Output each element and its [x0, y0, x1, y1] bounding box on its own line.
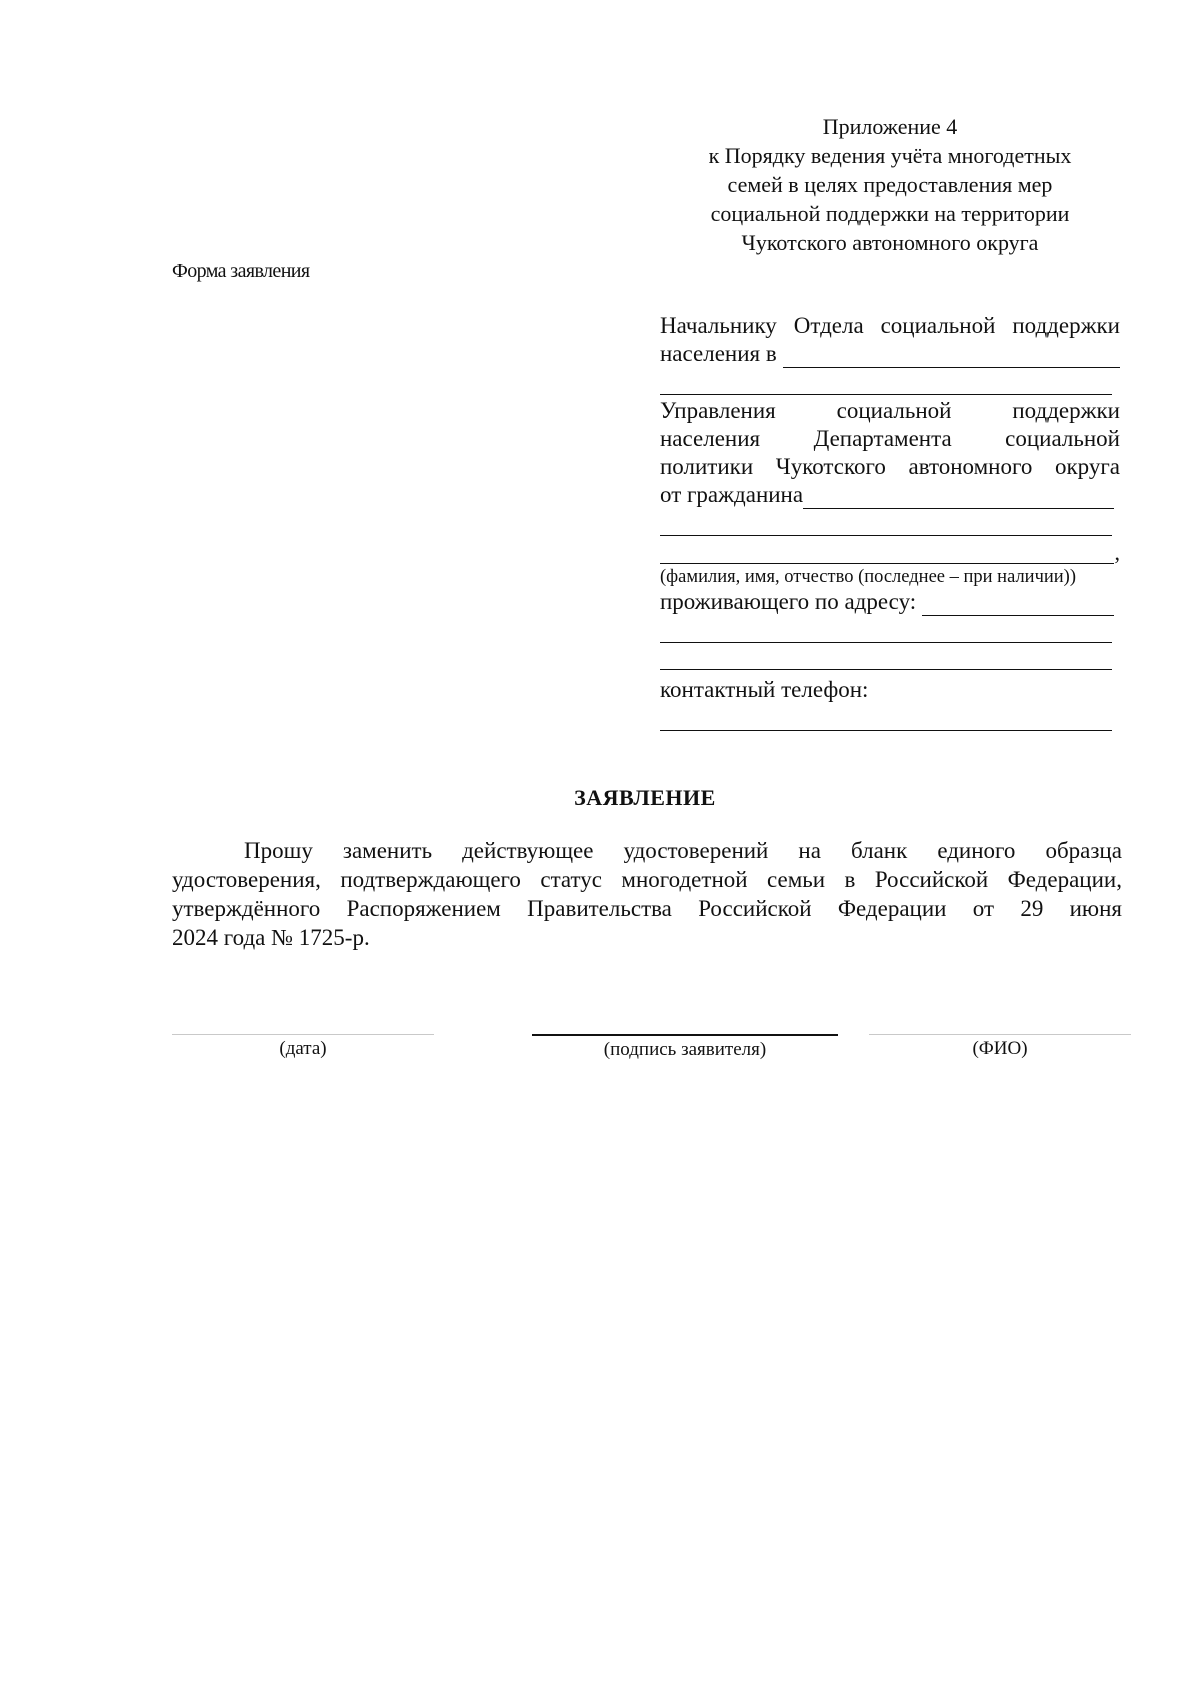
- word: Начальнику: [660, 313, 777, 338]
- word: Прошу: [244, 838, 313, 863]
- citizen-name-field-2[interactable]: [660, 509, 1112, 536]
- address-label: проживающего по адресу:: [660, 589, 917, 614]
- citizen-name-field[interactable]: [803, 486, 1114, 509]
- word: Правительства: [527, 896, 672, 921]
- address-field[interactable]: [922, 593, 1114, 616]
- word: образца: [1045, 838, 1122, 863]
- word: удостоверения,: [172, 867, 321, 892]
- addressee-head-line: [660, 312, 1120, 340]
- phone-field[interactable]: [660, 704, 1112, 731]
- date-caption: (дата): [279, 1038, 327, 1059]
- word: социальной: [1005, 426, 1120, 451]
- word: на: [798, 838, 821, 863]
- appendix-line: Чукотского автономного округа: [741, 230, 1039, 255]
- word: Распоряжением: [346, 896, 501, 921]
- body-line-1: [172, 836, 1122, 865]
- word: статус: [540, 867, 602, 892]
- department-line-3: [660, 453, 1120, 481]
- population-row: [660, 340, 1120, 368]
- word: Российской: [698, 896, 812, 921]
- word: Российской: [874, 867, 989, 892]
- form-label: Форма заявления: [172, 260, 310, 282]
- signature-caption: (подпись заявителя): [603, 1039, 767, 1060]
- from-citizen-row: [660, 481, 1120, 509]
- word: социальной: [880, 313, 996, 338]
- citizen-name-row-3: [660, 536, 1120, 564]
- date-signature-block: [172, 1034, 434, 1060]
- address-row: [660, 588, 1120, 616]
- word: утверждённого: [172, 896, 321, 921]
- word: многодетной: [621, 867, 748, 892]
- word: поддержки: [1012, 313, 1120, 338]
- fio-signature-block: [869, 1034, 1131, 1060]
- word: округа: [1054, 454, 1120, 479]
- word: семьи: [767, 867, 826, 892]
- date-field[interactable]: [172, 1034, 434, 1035]
- phone-row: [660, 670, 1120, 704]
- body-line-4: 2024 года № 1725-р.: [172, 925, 370, 950]
- word: политики: [660, 454, 754, 479]
- word: 29: [1020, 896, 1044, 921]
- addressee-block: [660, 312, 1120, 731]
- from-citizen-label: от гражданина: [660, 482, 804, 507]
- body-line-2: [172, 865, 1122, 894]
- name-hint: (фамилия, имя, отчество (последнее – при наличии)): [660, 567, 1076, 587]
- word: социальной: [836, 398, 952, 423]
- word: удостоверений: [623, 838, 769, 863]
- address-field-3[interactable]: [660, 643, 1112, 670]
- document-title: ЗАЯВЛЕНИЕ: [574, 785, 716, 810]
- word: бланк: [850, 838, 908, 863]
- appendix-line: к Порядку ведения учёта многодетных: [708, 143, 1072, 168]
- department-line-2: [660, 425, 1120, 453]
- signature-field[interactable]: [532, 1034, 838, 1036]
- word: Отдела: [793, 313, 864, 338]
- word: подтверждающего: [340, 867, 521, 892]
- statement-body: [172, 836, 1122, 952]
- word: автономного: [908, 454, 1033, 479]
- word: Чукотского: [775, 454, 886, 479]
- population-blank-field[interactable]: [783, 345, 1120, 368]
- fio-field[interactable]: [869, 1034, 1131, 1035]
- citizen-name-field-3[interactable]: [660, 539, 1114, 564]
- population-label: населения в: [660, 341, 777, 366]
- word: поддержки: [1012, 398, 1120, 423]
- word: Федерации,: [1007, 867, 1122, 892]
- fio-caption: (ФИО): [972, 1038, 1028, 1059]
- appendix-block: [680, 112, 1100, 257]
- word: единого: [937, 838, 1016, 863]
- word: Департамента: [813, 426, 952, 451]
- appendix-line: социальной поддержки на территории: [710, 201, 1070, 226]
- appendix-line: Приложение 4: [822, 114, 958, 139]
- word: июня: [1069, 896, 1122, 921]
- word: действующее: [462, 838, 594, 863]
- word: от: [972, 896, 995, 921]
- appendix-line: семей в целях предоставления мер: [727, 172, 1053, 197]
- comma-mark: ,: [1114, 540, 1120, 565]
- word: Федерации: [837, 896, 947, 921]
- department-line-1: [660, 397, 1120, 425]
- address-field-2[interactable]: [660, 616, 1112, 643]
- word: в: [844, 867, 856, 892]
- population-blank-field-2[interactable]: [660, 368, 1112, 395]
- word: заменить: [342, 838, 433, 863]
- word: Управления: [660, 398, 776, 423]
- phone-label: контактный телефон:: [660, 677, 869, 702]
- applicant-signature-block: [532, 1034, 838, 1061]
- word: населения: [660, 426, 761, 451]
- body-line-3: [172, 894, 1122, 923]
